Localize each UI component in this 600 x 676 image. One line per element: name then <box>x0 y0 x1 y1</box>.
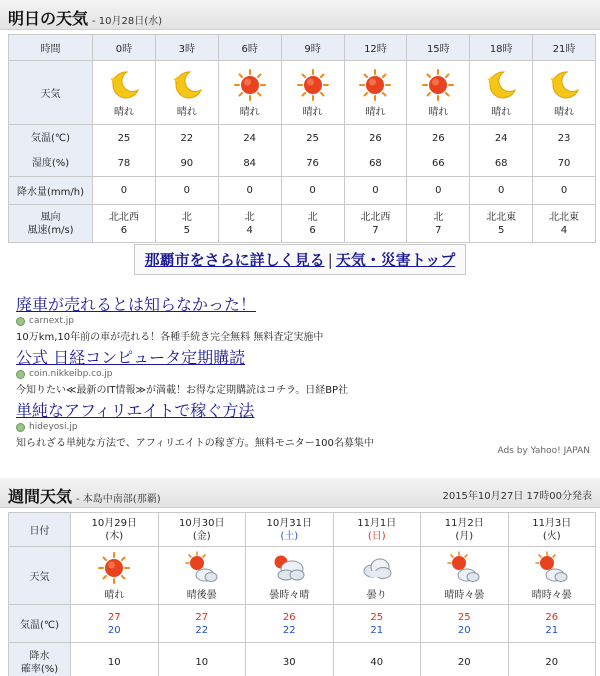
hour-label: 21時 <box>552 44 576 55</box>
detail-links-box <box>134 244 467 275</box>
ad-item <box>16 345 348 396</box>
pop-value: 20 <box>545 657 559 668</box>
ad-item <box>16 292 323 343</box>
weekly-weather-cell <box>333 547 421 605</box>
temp-humidity-cell <box>533 125 596 177</box>
precip-cell <box>470 177 533 205</box>
cloud-sun-icon <box>272 551 306 585</box>
precip-value: 0 <box>560 185 568 196</box>
temp-humidity-cell <box>281 125 344 177</box>
hour-label: 12時 <box>364 44 387 55</box>
low-temp: 21 <box>545 624 559 636</box>
wind-cell <box>407 205 470 243</box>
precip-cell <box>218 177 281 205</box>
low-temp: 20 <box>457 624 471 636</box>
weekly-title <box>8 484 161 507</box>
time-header: 時間 <box>9 35 93 61</box>
ad-url[interactable]: hideyosi.jp <box>29 422 78 432</box>
hour-cell <box>218 35 281 61</box>
ad-url[interactable]: carnext.jp <box>29 316 75 326</box>
ad-title-link[interactable]: 廃車が売れるとは知らなかった！ <box>16 295 257 314</box>
wind-speed: 7 <box>372 224 379 236</box>
pop-label <box>9 643 71 676</box>
low-temp: 22 <box>282 624 296 636</box>
wind-dir-label: 風向 <box>40 211 61 223</box>
high-temp: 27 <box>107 611 121 623</box>
weekly-issued-time: 2015年10月27日 17時00分発表 <box>442 491 592 502</box>
humidity-label: 湿度(%) <box>31 157 70 169</box>
high-temp: 26 <box>545 611 559 623</box>
date-cell <box>333 513 421 547</box>
link-separator: | <box>327 251 333 269</box>
wind-speed: 7 <box>435 224 442 236</box>
wind-speed: 4 <box>560 224 568 236</box>
site-favicon-icon <box>16 423 25 432</box>
sun-cloud-icon <box>185 551 219 585</box>
weather-text: 晴れ <box>176 107 197 118</box>
pop-value: 40 <box>370 657 384 668</box>
detail-links <box>0 244 600 278</box>
high-temp: 26 <box>282 611 296 623</box>
wind-speed: 5 <box>498 224 505 236</box>
weekly-temp-cell <box>246 605 334 643</box>
sun-cloud-icon <box>447 551 481 585</box>
wind-direction: 北北東 <box>549 211 580 223</box>
low-temp: 20 <box>107 624 121 636</box>
moon-icon <box>547 68 581 102</box>
weather-text: 晴時々曇 <box>444 590 485 601</box>
wind-speed: 4 <box>246 224 253 236</box>
wind-speed: 5 <box>183 224 190 236</box>
ads-by-yahoo[interactable]: Ads by Yahoo! JAPAN <box>497 446 590 456</box>
wind-speed-label: 風速(m/s) <box>27 224 74 236</box>
wind-direction: 北 <box>307 211 318 223</box>
moon-icon <box>170 68 204 102</box>
high-temp: 25 <box>457 611 471 623</box>
temp-value: 23 <box>557 132 571 144</box>
sun-icon <box>296 68 330 102</box>
pop-cell <box>508 643 596 676</box>
humidity-value: 68 <box>494 157 508 169</box>
day-date: 11月3日 <box>532 517 572 529</box>
weather-text: 晴れ <box>104 590 125 601</box>
sun-icon <box>358 68 392 102</box>
tomorrow-forecast-table <box>8 34 596 243</box>
wind-direction: 北北東 <box>486 211 517 223</box>
weekly-title-text: 週間天気 <box>8 487 73 506</box>
precip-value: 0 <box>372 185 379 196</box>
temp-humidity-cell <box>155 125 218 177</box>
hour-cell <box>93 35 156 61</box>
ad-url[interactable]: coin.nikkeibp.co.jp <box>29 369 113 379</box>
humidity-value: 70 <box>557 157 571 169</box>
weekly-temp-cell <box>508 605 596 643</box>
moon-icon <box>107 68 141 102</box>
weekly-temp-cell <box>158 605 246 643</box>
sun-icon <box>233 68 267 102</box>
humidity-value: 66 <box>431 157 445 169</box>
weekly-temp-cell <box>71 605 159 643</box>
ad-title-link[interactable]: 単純なアフィリエイトで稼ぐ方法 <box>16 401 255 420</box>
weekly-region: - 本島中南部(那覇) <box>76 494 161 505</box>
hour-label: 0時 <box>115 44 133 55</box>
precip-cell <box>281 177 344 205</box>
pop-cell <box>333 643 421 676</box>
hour-cell <box>407 35 470 61</box>
sun-icon <box>97 551 131 585</box>
day-date: 10月29日 <box>91 517 137 529</box>
temp-value: 24 <box>494 132 508 144</box>
date-cell <box>508 513 596 547</box>
low-temp: 21 <box>370 624 384 636</box>
humidity-value: 84 <box>243 157 257 169</box>
temp-humidity-cell <box>218 125 281 177</box>
temp-value: 22 <box>180 132 194 144</box>
wind-cell <box>155 205 218 243</box>
weather-text: 晴時々曇 <box>531 590 572 601</box>
weather-cell <box>93 61 156 125</box>
sun-cloud-icon <box>535 551 569 585</box>
pop-label-1: 降水 <box>29 650 50 662</box>
precip-value: 0 <box>435 185 442 196</box>
weather-text: 晴れ <box>365 107 386 118</box>
hour-cell <box>470 35 533 61</box>
tomorrow-title <box>8 6 162 29</box>
wind-speed: 6 <box>120 224 128 236</box>
temp-value: 24 <box>243 132 257 144</box>
precip-cell <box>407 177 470 205</box>
pop-value: 10 <box>107 657 121 668</box>
weather-cell <box>470 61 533 125</box>
hour-cell <box>155 35 218 61</box>
hour-cell <box>281 35 344 61</box>
weekly-weather-cell <box>71 547 159 605</box>
cloud-icon <box>360 551 394 585</box>
wind-label <box>9 205 93 243</box>
day-of-week: (月) <box>455 530 474 542</box>
weather-label: 天気 <box>9 61 93 125</box>
weather-cell <box>533 61 596 125</box>
date-cell <box>71 513 159 547</box>
precip-cell <box>533 177 596 205</box>
temp-humidity-cell <box>93 125 156 177</box>
precip-cell <box>344 177 407 205</box>
wind-cell <box>344 205 407 243</box>
date-cell <box>158 513 246 547</box>
weekly-weather-cell <box>508 547 596 605</box>
weather-text: 晴れ <box>239 107 260 118</box>
wind-direction: 北北西 <box>360 211 391 223</box>
hour-cell <box>344 35 407 61</box>
weekly-temp-label: 気温(℃) <box>9 605 71 643</box>
weekly-header <box>0 478 600 508</box>
pop-cell <box>246 643 334 676</box>
pop-value: 30 <box>282 657 296 668</box>
temp-humidity-cell <box>344 125 407 177</box>
weather-cell <box>344 61 407 125</box>
ad-description: 10万km,10年前の車が売れる！各種手続き完全無料 無料査定実施中 <box>16 332 324 343</box>
day-date: 11月1日 <box>357 517 397 529</box>
disaster-top-link[interactable]: 天気・災害トップ <box>335 251 456 269</box>
sun-icon <box>421 68 455 102</box>
wind-cell <box>470 205 533 243</box>
hour-label: 3時 <box>178 44 195 55</box>
weekly-weather-label: 天気 <box>9 547 71 605</box>
temp-label: 気温(℃) <box>30 132 71 144</box>
date-cell <box>421 513 509 547</box>
precip-value: 0 <box>120 185 128 196</box>
tomorrow-date: - 10月28日(水) <box>92 16 163 27</box>
ad-title-link[interactable]: 公式 日経コンピュータ定期購読 <box>16 348 246 367</box>
tomorrow-header <box>0 0 600 30</box>
hour-cell <box>533 35 596 61</box>
temp-humidity-cell <box>407 125 470 177</box>
humidity-value: 76 <box>306 157 319 169</box>
humidity-value: 68 <box>369 157 382 169</box>
site-favicon-icon <box>16 370 25 379</box>
day-of-week: (日) <box>367 530 386 542</box>
weekly-weather-cell <box>421 547 509 605</box>
hour-label: 6時 <box>241 44 258 55</box>
weather-text: 晴れ <box>491 107 512 118</box>
humidity-value: 78 <box>117 157 131 169</box>
ad-description: 知られざる単純な方法で、アフィリエイトの稼ぎ方。無料モニター100名募集中 <box>16 438 374 449</box>
tomorrow-title-text: 明日の天気 <box>8 9 89 28</box>
day-of-week: (金) <box>192 530 211 542</box>
day-of-week: (火) <box>542 530 561 542</box>
weather-cell <box>281 61 344 125</box>
temp-humidity-cell <box>470 125 533 177</box>
ad-item <box>16 398 374 449</box>
precip-label: 降水量(mm/h) <box>9 177 93 205</box>
weather-text: 曇り <box>366 590 387 601</box>
weather-text: 晴れ <box>428 107 449 118</box>
humidity-value: 90 <box>180 157 194 169</box>
weekly-temp-cell <box>421 605 509 643</box>
weather-text: 曇時々晴 <box>269 590 310 601</box>
wind-direction: 北 <box>244 211 255 223</box>
precip-cell <box>155 177 218 205</box>
wind-cell <box>281 205 344 243</box>
wind-direction: 北 <box>181 211 192 223</box>
hour-label: 15時 <box>426 44 450 55</box>
weather-text: 晴れ <box>302 107 323 118</box>
weather-cell <box>218 61 281 125</box>
more-detail-link[interactable]: 那覇市をさらに詳しく見る <box>144 251 325 269</box>
weather-cell <box>407 61 470 125</box>
day-of-week: (土) <box>280 530 299 542</box>
high-temp: 25 <box>370 611 384 623</box>
moon-icon <box>484 68 518 102</box>
hour-label: 9時 <box>304 44 321 55</box>
low-temp: 22 <box>195 624 209 636</box>
ad-description: 今知りたい≪最新のIT情報≫が満載！お得な定期購読はコチラ。日経BP社 <box>16 385 349 396</box>
weather-text: 晴後曇 <box>186 590 217 601</box>
wind-speed: 6 <box>309 224 316 236</box>
precip-cell <box>93 177 156 205</box>
date-cell <box>246 513 334 547</box>
temp-value: 25 <box>306 132 319 144</box>
day-date: 11月2日 <box>444 517 484 529</box>
high-temp: 27 <box>195 611 209 623</box>
weekly-weather-cell <box>246 547 334 605</box>
wind-cell <box>93 205 156 243</box>
pop-cell <box>158 643 246 676</box>
pop-cell <box>421 643 509 676</box>
date-header: 日付 <box>9 513 71 547</box>
temp-value: 26 <box>369 132 382 144</box>
pop-value: 10 <box>195 657 209 668</box>
pop-value: 20 <box>457 657 471 668</box>
weekly-weather-cell <box>158 547 246 605</box>
hour-label: 18時 <box>489 44 513 55</box>
weather-text: 晴れ <box>113 107 134 118</box>
precip-value: 0 <box>498 185 505 196</box>
wind-direction: 北北西 <box>108 211 139 223</box>
wind-cell <box>218 205 281 243</box>
wind-direction: 北 <box>433 211 444 223</box>
day-of-week: (木) <box>105 530 124 542</box>
wind-cell <box>533 205 596 243</box>
pop-label-2: 確率(%) <box>20 663 59 675</box>
precip-value: 0 <box>183 185 190 196</box>
weather-cell <box>155 61 218 125</box>
weather-text: 晴れ <box>554 107 575 118</box>
pop-cell <box>71 643 159 676</box>
precip-value: 0 <box>309 185 316 196</box>
site-favicon-icon <box>16 317 25 326</box>
temp-value: 25 <box>117 132 131 144</box>
temp-humidity-label <box>9 125 93 177</box>
weekly-forecast-table <box>8 512 596 676</box>
precip-value: 0 <box>246 185 253 196</box>
day-date: 10月31日 <box>266 517 312 529</box>
day-date: 10月30日 <box>179 517 225 529</box>
weekly-temp-cell <box>333 605 421 643</box>
temp-value: 26 <box>431 132 445 144</box>
